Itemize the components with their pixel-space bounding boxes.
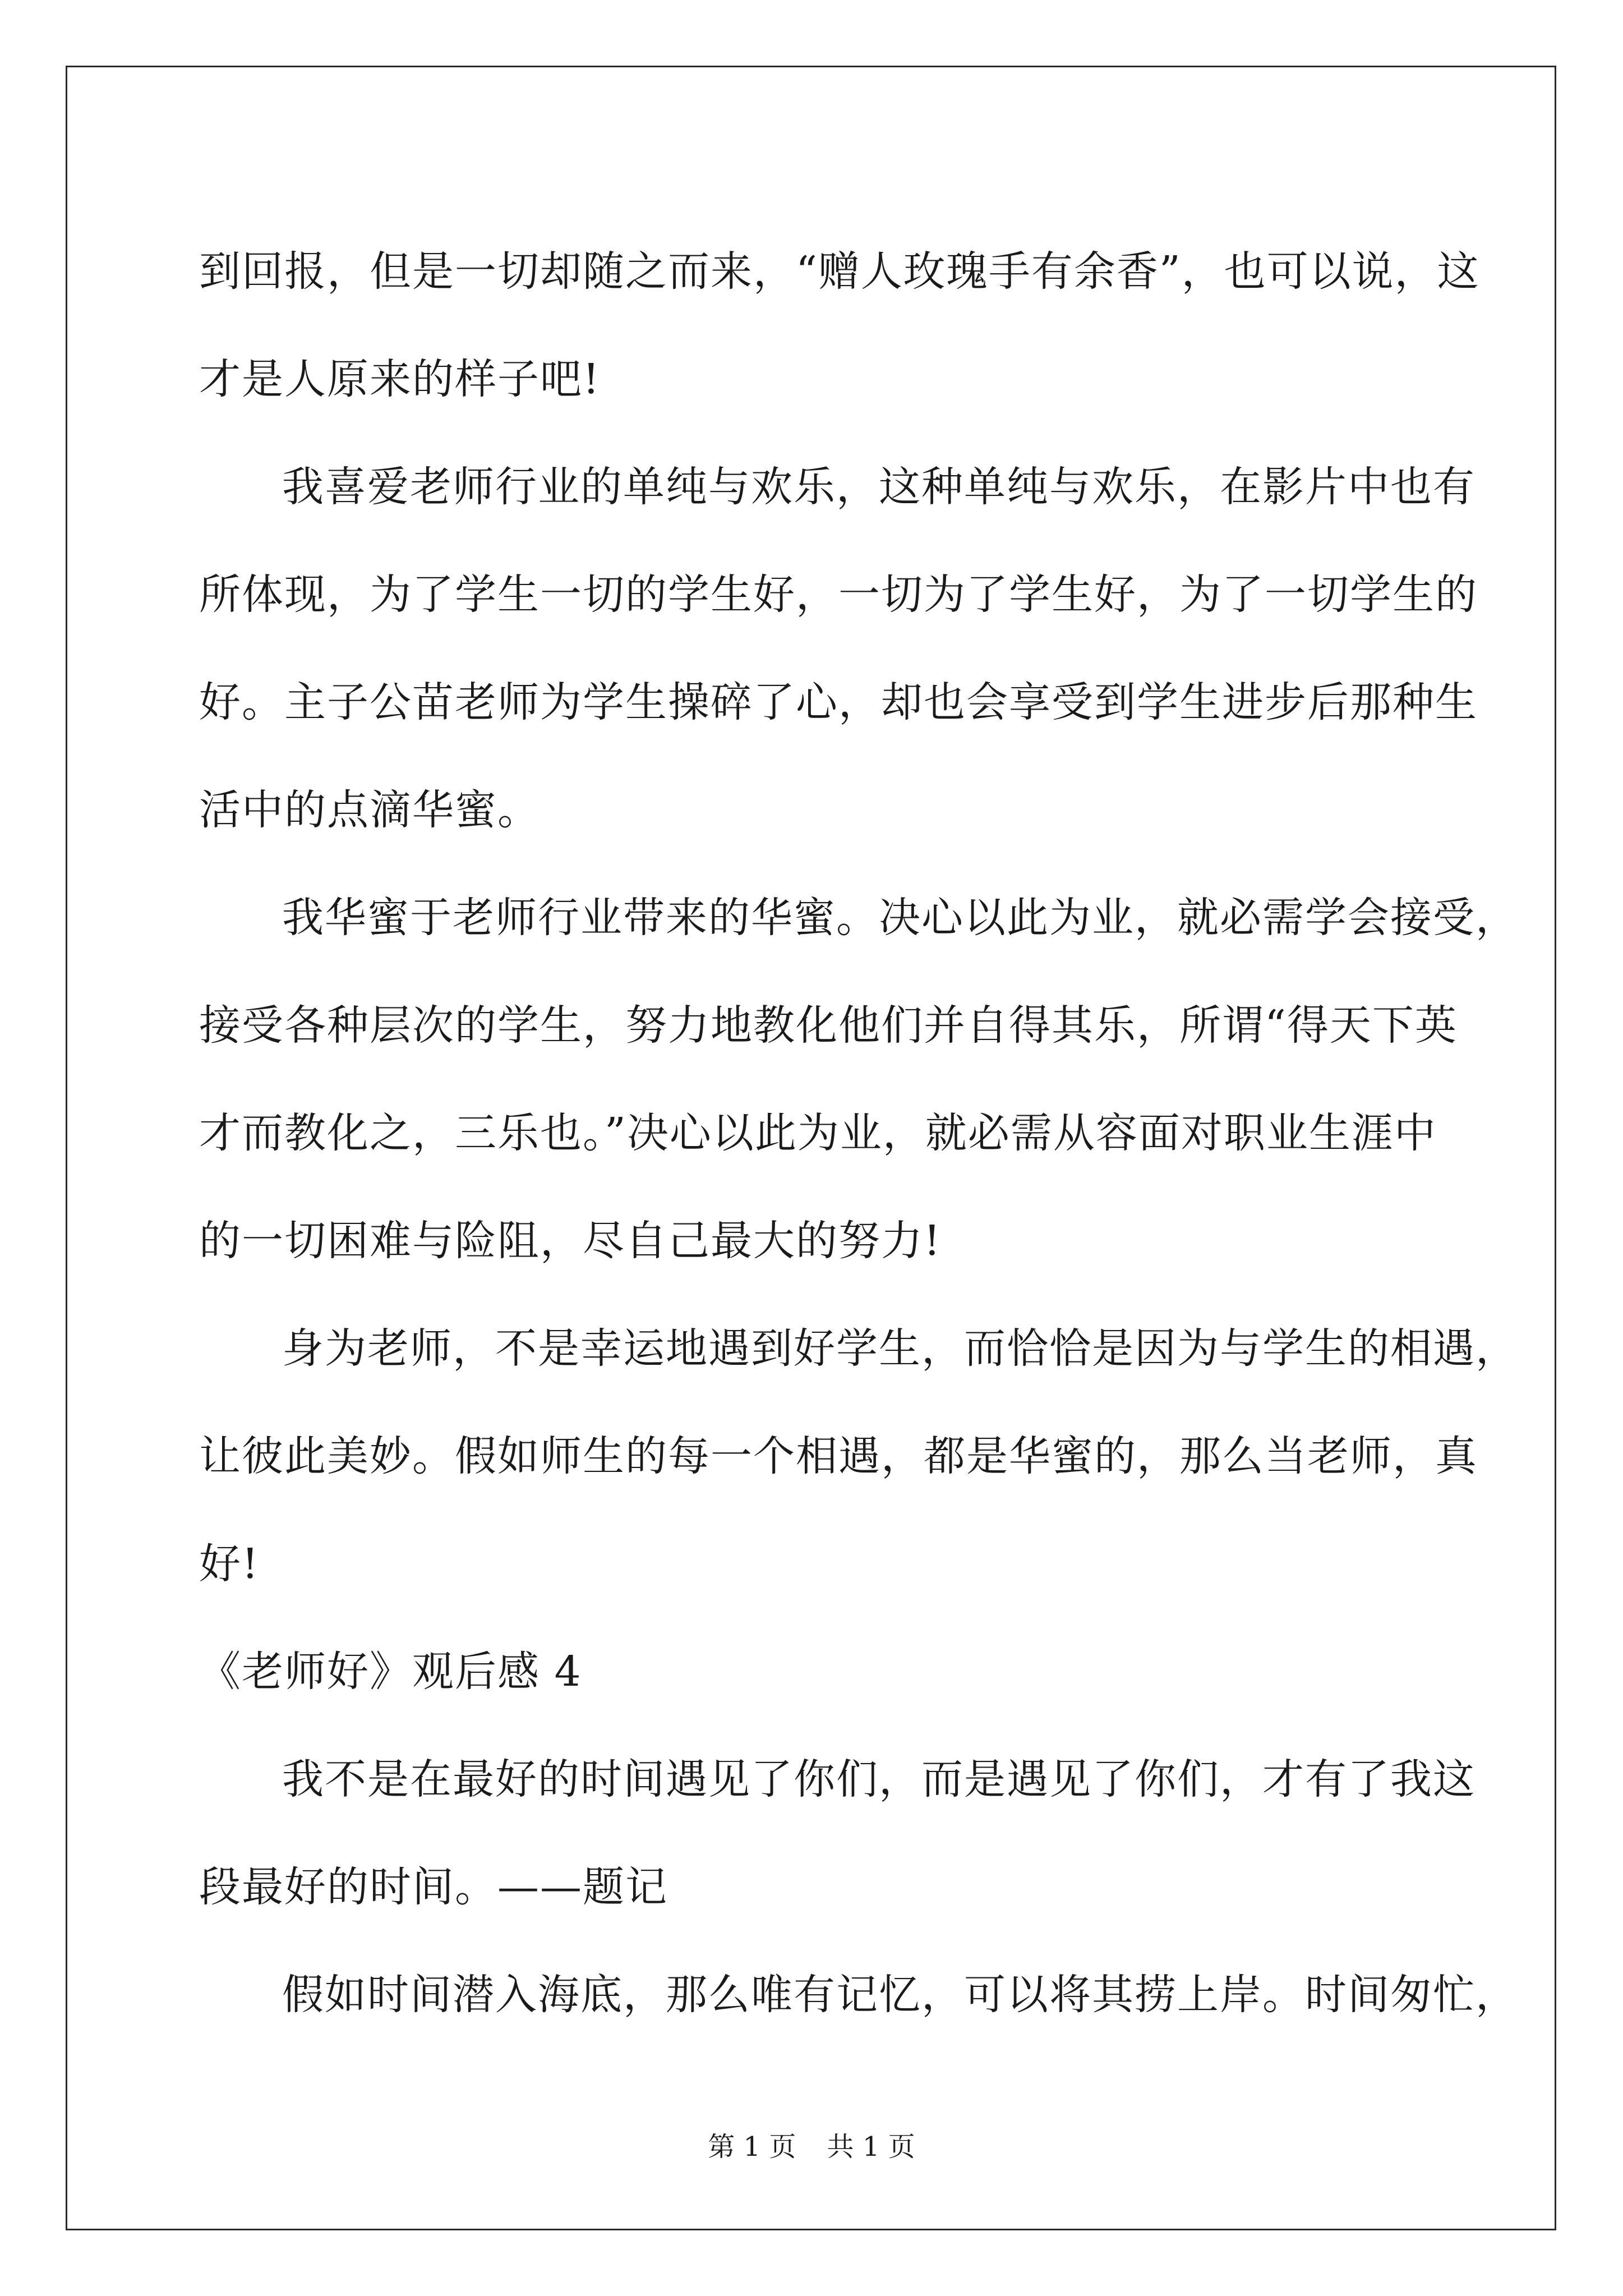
text-line: 段最好的时间。——题记 [199,1863,668,1911]
paragraph-start-line: 身为老师，不是幸运地遇到好学生，而恰恰是因为与学生的相遇， [282,1324,1518,1373]
text-line: 才是人原来的样子吧! [199,355,601,403]
text-line: 所体现，为了学生一切的学生好，一切为了学生好，为了一切学生的 [199,570,1478,619]
text-line: 才而教化之，三乐也。”决心以此为业，就必需从容面对职业生涯中 [199,1109,1437,1157]
text-line: 活中的点滴华蜜。 [199,786,540,834]
paragraph-start-line: 我不是在最好的时间遇见了你们，而是遇见了你们，才有了我这 [282,1755,1476,1803]
page-total: 共 1 页 [827,2131,915,2162]
text-line: 的一切困难与险阻，尽自己最大的努力! [199,1217,942,1265]
page-footer [0,2125,1623,2164]
paragraph-start-line: 我喜爱老师行业的单纯与欢乐，这种单纯与欢乐，在影片中也有 [282,463,1476,511]
section-heading: 《老师好》观后感 4 [199,1648,582,1696]
text-line: 好! [199,1540,260,1588]
document-body [199,218,1518,2049]
text-line: 到回报，但是一切却随之而来，“赠人玫瑰手有余香”，也可以说，这 [199,247,1480,296]
text-line: 好。主子公苗老师为学生操碎了心，却也会享受到学生进步后那种生 [199,678,1478,726]
text-line: 让彼此美妙。假如师生的每一个相遇，都是华蜜的，那么当老师，真 [199,1432,1478,1480]
text-line: 接受各种层次的学生，努力地教化他们并自得其乐，所谓“得天下英 [199,1001,1458,1050]
page-number: 第 1 页 [708,2131,796,2162]
paragraph-start-line: 我华蜜于老师行业带来的华蜜。决心以此为业，就必需学会接受， [282,894,1518,942]
paragraph-start-line: 假如时间潜入海底，那么唯有记忆，可以将其捞上岸。时间匆忙， [282,1971,1518,2019]
